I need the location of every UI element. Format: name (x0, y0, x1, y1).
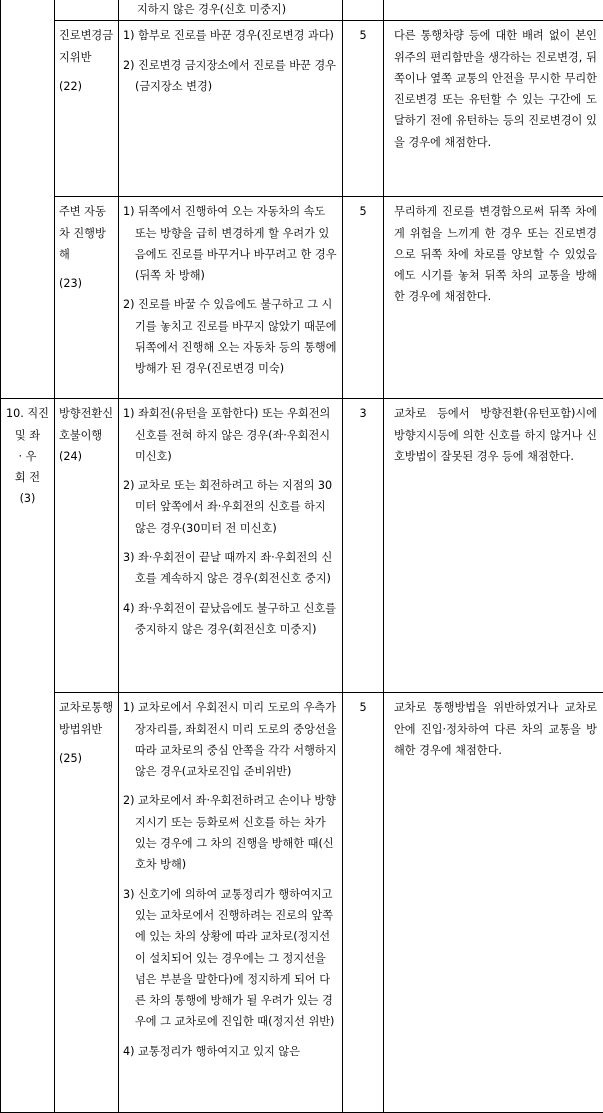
item-name: 진로변경금지위반 (59, 25, 114, 68)
condition: 2) 교차로에서 좌·우회전하려고 손이나 방향지시기 또는 등화로써 신호를 하는 차가 있는 경우에 그 차의 진행을 방해한 때(신호차 방해) (123, 790, 338, 875)
category-cell-prev (1, 0, 55, 399)
condition: 2) 교차로 또는 회전하려고 하는 지점의 30미터 앞쪽에서 좌·우회전의 신호를 하지 않은 경우(30미터 전 미신호) (123, 475, 338, 539)
conditions-cell (119, 197, 343, 399)
points-cell: 5 (343, 21, 384, 197)
item-name: 주변 자동차 진행방해 (59, 201, 114, 265)
conditions-cell (119, 21, 343, 197)
table-row (1, 21, 603, 197)
condition: 1) 뒤쪽에서 진행하여 오는 자동차의 속도 또는 방향을 급히 변경하게 할 우려가 있음에도 진로를 바꾸거나 바꾸려고 한 경우(뒤쪽 차 방해) (123, 201, 338, 286)
item-cell (55, 399, 119, 693)
reason-cell: 무리하게 진로를 변경함으로써 뒤쪽 차에게 위험을 느끼게 한 경우 또는 진로변경으로 뒤쪽 차에 차로를 양보할 수 있었음에도 시기를 놓쳐 뒤쪽 차의 교통을 방해한 경우에 채점한다. (384, 197, 603, 399)
condition: 2) 진로변경 금지장소에서 진로를 바꾼 경우(금지장소 변경) (123, 55, 338, 98)
category-cell (1, 399, 55, 1113)
item-name: 방향전환신호불이행 (59, 403, 114, 446)
item-code: (22) (59, 76, 114, 97)
table-row (1, 399, 603, 693)
category-label: 및 좌 (3, 425, 52, 446)
item-code: (25) (59, 748, 114, 769)
reason-cell: 다른 통행차량 등에 대한 배려 없이 본인 위주의 편리함만을 생각하는 진로변경, 뒤쪽이나 옆쪽 교통의 안전을 무시한 무리한 진로변경 또는 유턴할 수 있는 구간에 도달하기 전에 유턴하는 등의 진로변경이 있을 경우에 채점한다. (384, 21, 603, 197)
points-cell: 5 (343, 197, 384, 399)
table-row (1, 693, 603, 1113)
conditions-cell (119, 399, 343, 693)
item-code: (24) (59, 446, 114, 467)
condition: 1) 함부로 진로를 바꾼 경우(진로변경 과다) (123, 25, 338, 46)
category-label: 10. 직진 (3, 403, 52, 424)
category-count: (3) (3, 488, 52, 509)
condition: 2) 진로를 바꿀 수 있음에도 불구하고 그 시기를 놓치고 진로를 바꾸지 않았기 때문에 뒤쪽에서 진행해 오는 자동차 등의 통행에 방해가 된 경우(진로변경 미숙) (123, 294, 338, 379)
condition: 4) 좌·우회전이 끝났음에도 불구하고 신호를 중지하지 않은 경우(회전신호 미중지) (123, 598, 338, 641)
item-name: 교차로통행방법위반 (59, 697, 114, 740)
points-cell: 3 (343, 399, 384, 693)
item-cell (55, 693, 119, 1113)
condition: 4) 교통정리가 행하여지고 있지 않은 (123, 1041, 338, 1062)
item-code: (23) (59, 273, 114, 294)
item-cell (55, 21, 119, 197)
category-label: · 우 (3, 446, 52, 467)
item-cell (55, 197, 119, 399)
condition: 1) 교차로에서 우회전시 미리 도로의 우측가장자리를, 좌회전시 미리 도로의 중앙선을 따라 교차로의 중심 안쪽을 각각 서행하지 않은 경우(교차로진입 준비위반) (123, 697, 338, 782)
conditions-cell (119, 693, 343, 1113)
reason-cell: 교차로 통행방법을 위반하였거나 교차로 안에 진입·정차하여 다른 차의 교통을 방해한 경우에 채점한다. (384, 693, 603, 1113)
condition: 1) 좌회전(유턴을 포함한다) 또는 우회전의 신호를 전혀 하지 않은 경우(좌·우회전시 미신호) (123, 403, 338, 467)
continuation-text: 지하지 않은 경우(신호 미중지) (119, 0, 343, 21)
condition: 3) 좌·우회전이 끝날 때까지 좌·우회전의 신호를 계속하지 않은 경우(회전신호 중지) (123, 547, 338, 590)
points-cell: 5 (343, 693, 384, 1113)
continuation-row (1, 0, 603, 21)
table-row (1, 197, 603, 399)
condition: 3) 신호기에 의하여 교통정리가 행하여지고 있는 교차로에서 진행하려는 진로의 앞쪽에 있는 차의 상황에 따라 교차로(정지선이 설치되어 있는 경우에는 그 정지선을 넘은 부분을 말한다)에 정지하게 되어 다른 차의 통행에 방해가 될 우려가 있는 경우에 그 교차로에 진입한 때(정지선 위반) (123, 884, 338, 1033)
category-label: 회 전 (3, 467, 52, 488)
reason-cell: 교차로 등에서 방향전환(유턴포함)시에 방향지시등에 의한 신호를 하지 않거나 신호방법이 잘못된 경우 등에 채점한다. (384, 399, 603, 693)
